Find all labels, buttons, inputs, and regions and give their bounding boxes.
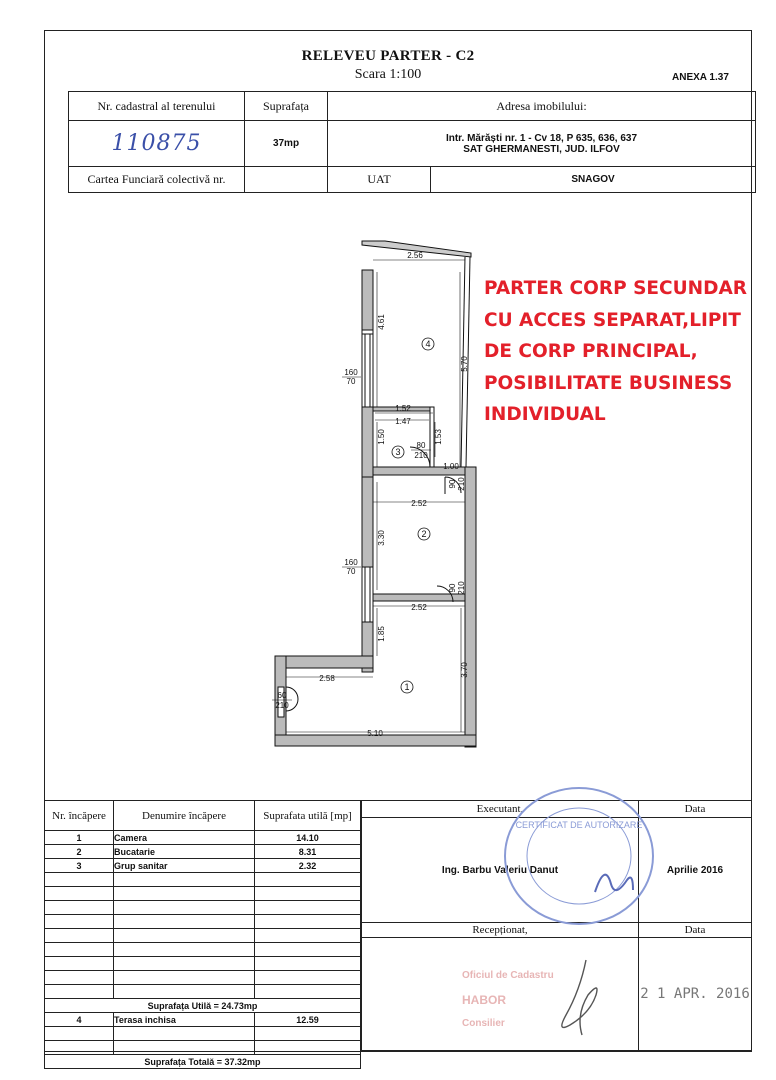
cadastral-label: Nr. cadastral al terenului <box>69 92 245 121</box>
useful-total: Suprafața Utilă = 24.73mp <box>45 999 361 1013</box>
door-ext-top: 60 <box>277 691 287 700</box>
win-upper-bottom: 70 <box>346 377 356 386</box>
receiver-signature <box>548 955 618 1040</box>
room-number-1: 1 <box>404 682 410 692</box>
room-number-3: 3 <box>395 447 401 457</box>
receiver-date-label: Data <box>639 923 752 938</box>
dim-room4-height: 4.61 <box>377 314 386 330</box>
door-r1-bottom: 210 <box>457 581 466 595</box>
page-title: RELEVEU PARTER - C2 <box>301 48 475 64</box>
door-r1-top: 90 <box>448 583 457 593</box>
door-r2-bottom: 210 <box>457 477 466 491</box>
stamp1-text: CERTIFICAT DE AUTORIZARE <box>515 820 643 830</box>
executant-label: Executant, <box>362 801 639 818</box>
annex-label: ANEXA 1.37 <box>672 72 729 83</box>
dim-bath-w2: 1.47 <box>395 417 411 426</box>
dim-bath-h: 1.50 <box>377 429 386 445</box>
col-area-header: Suprafata utilă [mp] <box>255 801 361 831</box>
receiver-stamp: Oficiul de Cadastru HABOR Consilier <box>462 970 554 1029</box>
dim-room2-height: 3.30 <box>377 530 386 546</box>
col-name-header: Denumire încăpere <box>114 801 255 831</box>
scale-label: Scara 1:100 <box>354 67 422 82</box>
dim-room1-step: 2.58 <box>319 674 335 683</box>
receiver-label: Recepționat, <box>362 923 639 938</box>
dim-room1-h-left: 1.85 <box>377 626 386 642</box>
property-info-table <box>68 91 756 193</box>
dim-bath-step: 1.00 <box>443 462 459 471</box>
receiver-date: 2 1 APR. 2016 <box>639 938 752 1051</box>
cadastral-value: 110875 <box>69 121 245 167</box>
rooms-table <box>44 800 361 1069</box>
room-number-4: 4 <box>425 339 431 349</box>
surface-value: 37mp <box>245 121 328 167</box>
red-note: PARTER CORP SECUNDAR CU ACCES SEPARAT,LIPIT DE CORP PRINCIPAL, POSIBILITATE BUSINESS INDIVIDUAL <box>484 278 748 426</box>
table-row: 3 Grup sanitar 2.32 <box>45 859 361 873</box>
dim-room1-right: 3.70 <box>460 662 469 678</box>
address-label: Adresa imobilului: <box>328 92 756 121</box>
land-book-value <box>245 167 328 193</box>
dim-room1-width-top: 2.52 <box>411 603 427 612</box>
door-bath-bottom: 210 <box>414 451 428 460</box>
table-row: 4 Terasa inchisa 12.59 <box>45 1013 361 1027</box>
win-lower-top: 160 <box>344 558 358 567</box>
win-upper-top: 160 <box>344 368 358 377</box>
win-lower-bottom: 70 <box>346 567 356 576</box>
dim-top-width: 2.56 <box>407 251 423 260</box>
dim-room1-bottom: 5.10 <box>367 729 383 738</box>
table-row: 2 Bucatarie 8.31 <box>45 845 361 859</box>
room-number-2: 2 <box>421 529 427 539</box>
surface-label: Suprafața <box>245 92 328 121</box>
address-value: Intr. Mărăști nr. 1 - Cv 18, P 635, 636, 637 SAT GHERMANESTI, JUD. ILFOV <box>328 121 756 167</box>
door-r2-top: 90 <box>448 479 457 489</box>
door-ext-bottom: 210 <box>275 701 289 710</box>
executant-date: Aprilie 2016 <box>639 818 752 923</box>
uat-label: UAT <box>328 167 431 193</box>
dim-room4-right: 5.70 <box>460 356 469 372</box>
date-label: Data <box>639 801 752 818</box>
executant-stamp <box>500 782 658 930</box>
table-row: 1 Camera 14.10 <box>45 831 361 845</box>
dim-room2-width: 2.52 <box>411 499 427 508</box>
dim-bath-w1: 1.52 <box>395 404 411 413</box>
dim-bath-h2: 1.53 <box>434 429 443 445</box>
grand-total: Suprafața Totală = 37.32mp <box>45 1055 361 1069</box>
col-nr-header: Nr. încăpere <box>45 801 114 831</box>
executant-name: Ing. Barbu Valeriu Danut <box>362 818 639 923</box>
land-book-label: Cartea Funciară colectivă nr. <box>69 167 245 193</box>
uat-value: SNAGOV <box>431 167 756 193</box>
door-bath-top: 80 <box>416 441 426 450</box>
floor-plan <box>265 232 485 752</box>
